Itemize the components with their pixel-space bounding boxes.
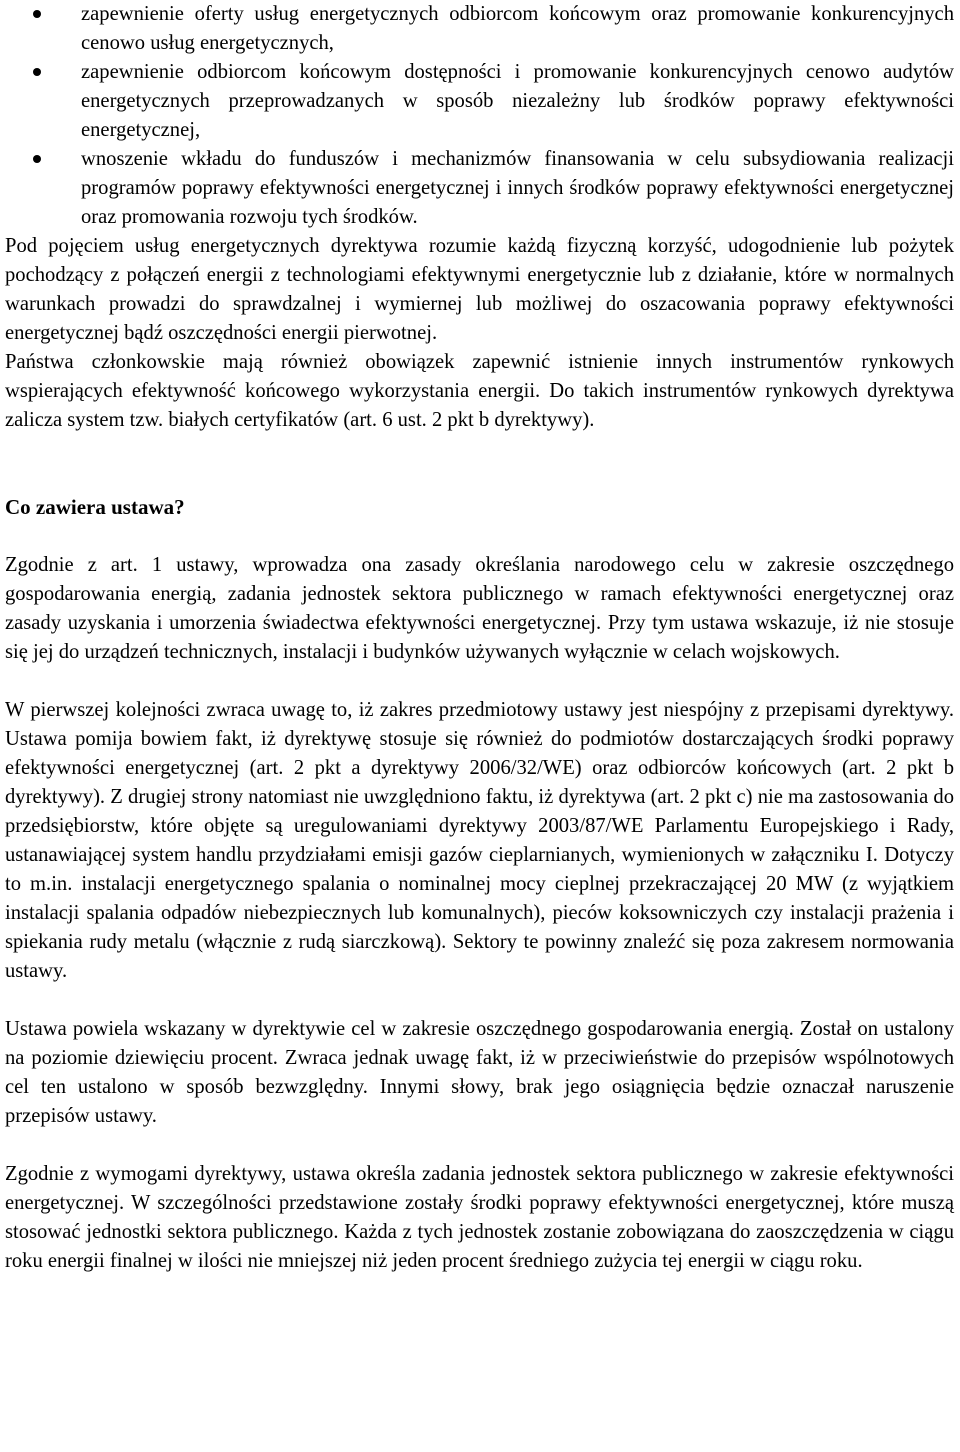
bullet-icon xyxy=(33,155,41,163)
spacer xyxy=(5,435,954,493)
bullet-icon xyxy=(33,10,41,18)
list-item-text: wnoszenie wkładu do funduszów i mechanizmów finansowania w celu subsydiowania realizacji programów poprawy efektywności energetycznej i innych środków poprawy efektywności energetycznej oraz promowania rozwoju tych środków. xyxy=(81,148,954,228)
section-heading: Co zawiera ustawa? xyxy=(5,495,185,519)
bullet-list xyxy=(5,0,954,232)
bullet-icon xyxy=(33,68,41,76)
list-item-text: zapewnienie odbiorcom końcowym dostępności i promowanie konkurencyjnych cenowo audytów energetycznych przeprowadzanych w sposób niezależny lub środków poprawy efektywności energetycznej, xyxy=(81,61,954,141)
spacer xyxy=(5,522,954,551)
list-item xyxy=(5,58,954,145)
spacer xyxy=(5,986,954,1015)
paragraph: Zgodnie z wymogami dyrektywy, ustawa określa zadania jednostek sektora publicznego w zakresie efektywności energetycznej. W szczególności przedstawione zostały środki poprawy efektywności energetycznej, które muszą stosować jednostki sektora publicznego. Każda z tych jednostek zostanie zobowiązana do zaoszczędzenia w ciągu roku energii finalnej w ilości nie mniejszej niż jeden procent średniego zużycia tej energii w ciągu roku. xyxy=(5,1163,954,1272)
paragraph: W pierwszej kolejności zwraca uwagę to, iż zakres przedmiotowy ustawy jest niespójny z przepisami dyrektywy. Ustawa pomija bowiem fakt, iż dyrektywę stosuje się również do podmiotów dostarczających środki poprawy efektywności energetycznej (art. 2 pkt a dyrektywy 2006/32/WE) oraz odbiorców końcowych (art. 2 pkt b dyrektywy). Z drugiej strony natomiast nie uwzględniono faktu, iż dyrektywa (art. 2 pkt c) nie ma zastosowania do przedsiębiorstw, które objęte są uregulowaniami dyrektywy 2003/87/WE Parlamentu Europejskiego i Rady, ustanawiającej system handlu przydziałami emisji gazów cieplarnianych, wymienionych w załączniku I. Dotyczy to m.in. instalacji energetycznego spalania o nominalnej mocy cieplnej przekraczającej 20 MW (z wyjątkiem instalacji spalania odpadów niebezpiecznych lub komunalnych), pieców koksowniczych czy instalacji prażenia i spiekania rudy metalu (włącznie z rudą siarczkową). Sektory te powinny znaleźć się poza zakresem normowania ustawy. xyxy=(5,699,954,982)
spacer xyxy=(5,1131,954,1160)
list-item xyxy=(5,0,954,58)
list-item-text: zapewnienie oferty usług energetycznych odbiorcom końcowym oraz promowanie konkurencyjnych cenowo usług energetycznych, xyxy=(81,3,954,54)
paragraph: Ustawa powiela wskazany w dyrektywie cel w zakresie oszczędnego gospodarowania energią. Został on ustalony na poziomie dziewięciu procent. Zwraca jednak uwagę fakt, iż w przeciwieństwie do przepisów wspólnotowych cel ten ustalono w sposób bezwzględny. Innymi słowy, brak jego osiągnięcia będzie oznaczał naruszenie przepisów ustawy. xyxy=(5,1018,954,1127)
paragraph: Pod pojęciem usług energetycznych dyrektywa rozumie każdą fizyczną korzyść, udogodnienie lub pożytek pochodzący z połączeń energii z technologiami efektywnymi energetycznie lub z działanie, które w normalnych warunkach prowadzi do sprawdzalnej i wymiernej lub możliwej do oszacowania poprawy efektywności energetycznej bądź oszczędności energii pierwotnej. xyxy=(5,235,954,344)
paragraph: Państwa członkowskie mają również obowiązek zapewnić istnienie innych instrumentów rynkowych wspierających efektywność końcowego wykorzystania energii. Do takich instrumentów rynkowych dyrektywa zalicza system tzw. białych certyfikatów (art. 6 ust. 2 pkt b dyrektywy). xyxy=(5,351,954,431)
spacer xyxy=(5,667,954,696)
list-item xyxy=(5,145,954,232)
paragraph: Zgodnie z art. 1 ustawy, wprowadza ona zasady określania narodowego celu w zakresie oszczędnego gospodarowania energią, zadania jednostek sektora publicznego w ramach efektywności energetycznej oraz zasady uzyskania i umorzenia świadectwa efektywności energetycznej. Przy tym ustawa wskazuje, iż nie stosuje się jej do urządzeń technicznych, instalacji i budynków używanych wyłącznie w celach wojskowych. xyxy=(5,554,954,663)
